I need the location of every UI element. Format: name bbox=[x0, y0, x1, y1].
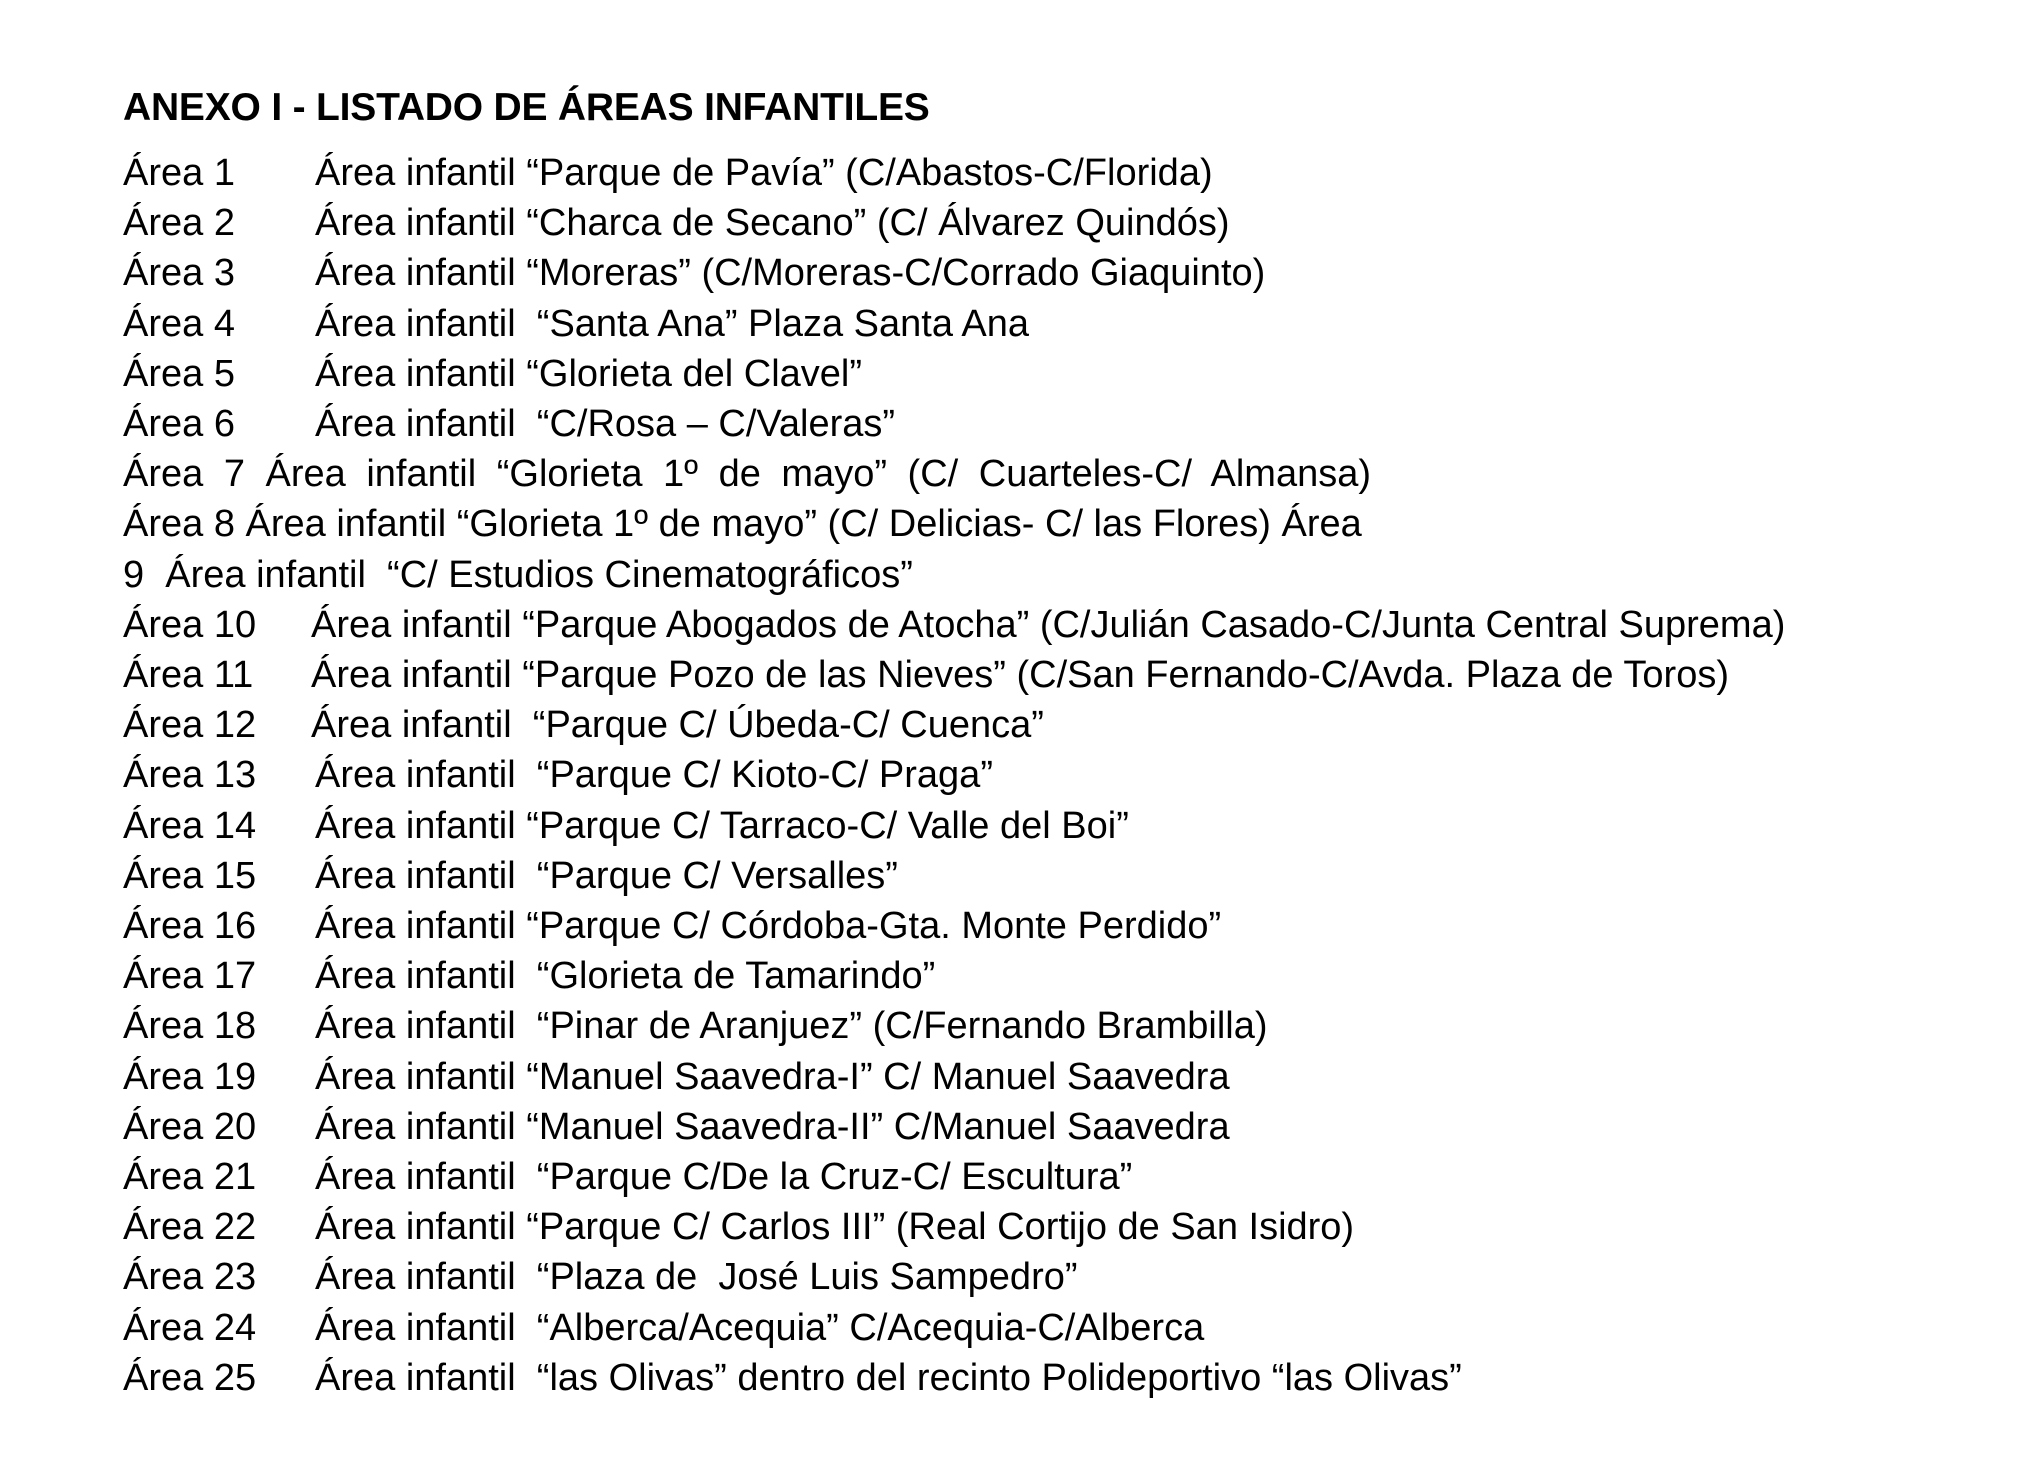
list-item bbox=[123, 198, 1983, 248]
area-description: Área infantil “Parque Pozo de las Nieves” (C/San Fernando-C/Avda. Plaza de Toros) bbox=[311, 654, 1729, 697]
area-description: Área infantil “las Olivas” dentro del recinto Polideportivo “las Olivas” bbox=[315, 1356, 1462, 1399]
area-description: Área infantil “Manuel Saavedra-II” C/Manuel Saavedra bbox=[315, 1105, 1230, 1148]
list-item bbox=[123, 550, 1983, 600]
list-item bbox=[123, 851, 1983, 901]
area-description: Área infantil “Parque C/ Kioto-C/ Praga” bbox=[315, 754, 993, 797]
area-code: Área 15 bbox=[123, 854, 257, 897]
list-item bbox=[123, 1303, 1983, 1353]
area-description: Área infantil “Parque C/De la Cruz-C/ Escultura” bbox=[315, 1156, 1133, 1199]
list-item bbox=[123, 901, 1983, 951]
area-code: Área 21 bbox=[123, 1156, 257, 1199]
area-code: Área 25 bbox=[123, 1356, 257, 1399]
area-description: Área infantil “Parque C/ Córdoba-Gta. Monte Perdido” bbox=[315, 905, 1222, 948]
list-item bbox=[123, 449, 1983, 499]
area-description: Área infantil “Parque C/ Úbeda-C/ Cuenca” bbox=[311, 704, 1044, 747]
area-code: Área 24 bbox=[123, 1306, 257, 1349]
area-code: Área 2 bbox=[123, 202, 235, 245]
area-description: Área infantil “Pinar de Aranjuez” (C/Fernando Brambilla) bbox=[315, 1005, 1268, 1048]
area-description: Área infantil “Charca de Secano” (C/ Álvarez Quindós) bbox=[315, 202, 1230, 245]
list-item bbox=[123, 248, 1983, 298]
list-item bbox=[123, 1001, 1983, 1051]
list-item bbox=[123, 499, 1983, 549]
area-code: Área 11 bbox=[123, 654, 254, 697]
area-description: 9 Área infantil “C/ Estudios Cinematográficos” bbox=[123, 553, 913, 596]
list-item bbox=[123, 1152, 1983, 1202]
area-code: Área 20 bbox=[123, 1105, 257, 1148]
list-item bbox=[123, 349, 1983, 399]
area-code: Área 17 bbox=[123, 955, 257, 998]
area-description: Área infantil “Alberca/Acequia” C/Acequia-C/Alberca bbox=[315, 1306, 1205, 1349]
area-code: Área 5 bbox=[123, 352, 235, 395]
area-description: Área infantil “Moreras” (C/Moreras-C/Corrado Giaquinto) bbox=[315, 252, 1266, 295]
list-item bbox=[123, 951, 1983, 1001]
document-title: ANEXO I - LISTADO DE ÁREAS INFANTILES bbox=[123, 86, 930, 129]
area-description: Área infantil “Parque de Pavía” (C/Abastos-C/Florida) bbox=[315, 152, 1213, 194]
area-code: Área 6 bbox=[123, 403, 235, 446]
areas-list bbox=[123, 148, 1983, 1403]
list-item bbox=[123, 700, 1983, 750]
list-item bbox=[123, 650, 1983, 700]
area-description: Área infantil “Parque C/ Versalles” bbox=[315, 854, 898, 897]
area-description: Área infantil “Parque C/ Tarraco-C/ Valle del Boi” bbox=[315, 804, 1129, 847]
list-item bbox=[123, 750, 1983, 800]
area-description: Área infantil “Santa Ana” Plaza Santa Ana bbox=[315, 302, 1030, 345]
area-description: Área infantil “C/Rosa – C/Valeras” bbox=[315, 403, 896, 446]
area-code: Área 14 bbox=[123, 804, 257, 847]
area-description: Área infantil “Plaza de José Luis Sampedro” bbox=[315, 1256, 1078, 1299]
list-item bbox=[123, 1353, 1983, 1403]
area-code: Área 23 bbox=[123, 1256, 257, 1299]
list-item bbox=[123, 1202, 1983, 1252]
list-item bbox=[123, 1252, 1983, 1302]
list-item bbox=[123, 801, 1983, 851]
area-code: Área 19 bbox=[123, 1055, 257, 1098]
area-code: Área 4 bbox=[123, 302, 235, 345]
area-description: Área infantil “Glorieta del Clavel” bbox=[315, 352, 863, 395]
area-description: Área infantil “Parque C/ Carlos III” (Real Cortijo de San Isidro) bbox=[315, 1206, 1355, 1249]
document-page bbox=[123, 78, 1983, 1403]
area-code: Área 13 bbox=[123, 754, 257, 797]
area-description: Área infantil “Manuel Saavedra-I” C/ Manuel Saavedra bbox=[315, 1055, 1230, 1098]
area-description: Área infantil “Glorieta de Tamarindo” bbox=[315, 955, 936, 998]
area-code: Área 22 bbox=[123, 1206, 257, 1249]
area-code: Área 3 bbox=[123, 252, 235, 295]
list-item bbox=[123, 1102, 1983, 1152]
area-description: Área 7 Área infantil “Glorieta 1º de mayo” (C/ Cuarteles-C/ Almansa) bbox=[123, 453, 1371, 496]
area-code: Área 1 bbox=[123, 152, 235, 194]
area-code: Área 10 bbox=[123, 603, 257, 646]
list-item bbox=[123, 148, 1983, 198]
list-item bbox=[123, 1052, 1983, 1102]
list-item bbox=[123, 399, 1983, 449]
area-code: Área 16 bbox=[123, 905, 257, 948]
area-code: Área 12 bbox=[123, 704, 257, 747]
area-description: Área 8 Área infantil “Glorieta 1º de mayo” (C/ Delicias- C/ las Flores) Área bbox=[123, 503, 1362, 546]
area-code: Área 18 bbox=[123, 1005, 257, 1048]
list-item bbox=[123, 600, 1983, 650]
area-description: Área infantil “Parque Abogados de Atocha” (C/Julián Casado-C/Junta Central Suprema) bbox=[311, 603, 1786, 646]
list-item bbox=[123, 299, 1983, 349]
